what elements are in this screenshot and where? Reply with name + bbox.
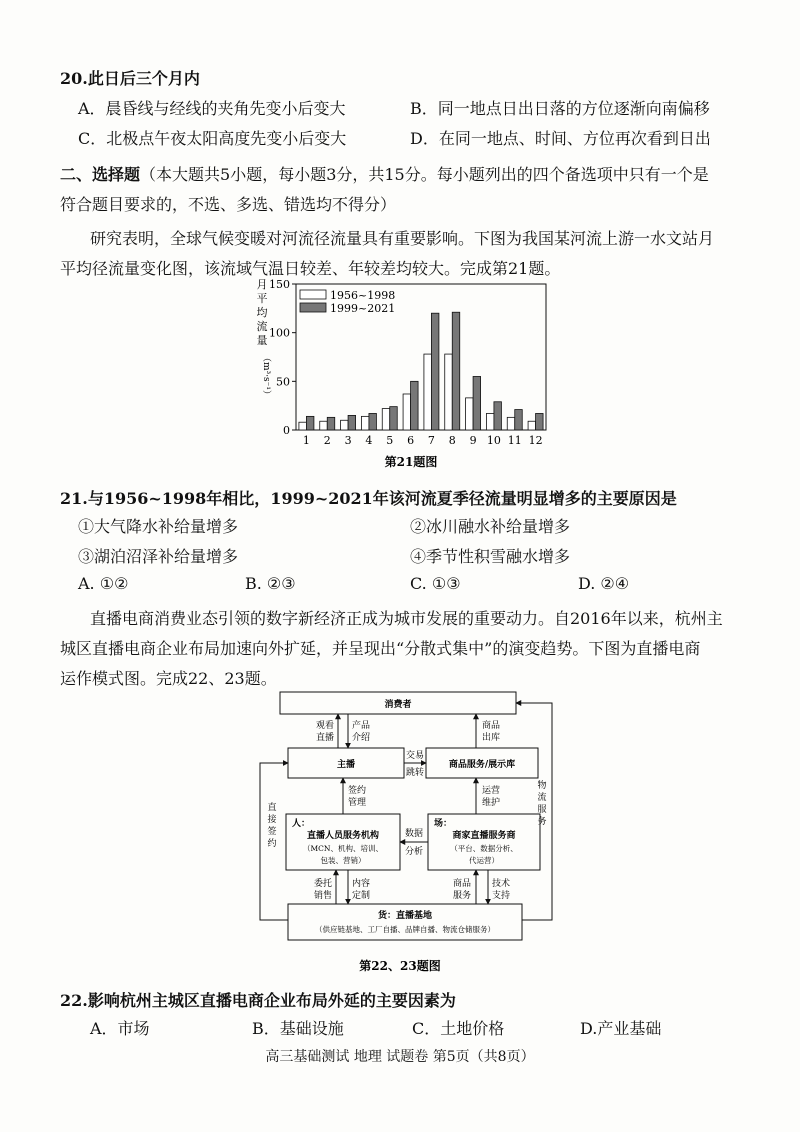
bar-series2-month-10 — [494, 402, 502, 430]
q20-option-b: B．同一地点日出日落的方位逐渐向南偏移 — [410, 99, 710, 118]
q20-stem: 20.此日后三个月内 — [60, 69, 200, 88]
q21-item-1: ①大气降水补给量增多 — [78, 517, 239, 536]
x-tick-label: 4 — [365, 434, 373, 447]
label-logistics-2: 流 — [537, 793, 547, 803]
bar-series2-month-1 — [306, 416, 314, 430]
bar-series2-month-2 — [327, 417, 335, 430]
bar-series1-month-3 — [341, 420, 349, 430]
label-custom-1: 内容 — [352, 879, 371, 889]
y-axis-label-char: 月 — [256, 278, 268, 291]
label-sign-2: 管理 — [348, 798, 367, 808]
chart-caption: 第21题图 — [384, 455, 438, 469]
intro22-line3: 运作模式图。完成22、23题。 — [60, 669, 277, 688]
bar-series2-month-4 — [369, 413, 377, 430]
label-tech-1: 技术 — [492, 879, 511, 889]
livestream-ecommerce-diagram — [250, 690, 560, 980]
intro22-line2: 城区直播电商企业布局加速向外扩延，并呈现出“分散式集中”的演变趋势。下图为直播电商 — [60, 639, 701, 658]
section2-note-2: 符合题目要求的，不选、多选、错选均不得分） — [60, 195, 397, 214]
q22-option-d: D.产业基础 — [580, 1019, 662, 1038]
q21-item-3: ③湖泊沼泽补给量增多 — [78, 547, 239, 566]
bar-series2-month-7 — [431, 313, 439, 430]
q21-option-d: D. ②④ — [578, 574, 630, 593]
q21-item-4: ④季节性积雪融水增多 — [410, 547, 571, 566]
people-detail-1: （MCN、机构、培训、 — [303, 844, 383, 853]
label-consign-2: 销售 — [313, 891, 332, 901]
goods-name: 货：直播基地 — [377, 911, 433, 921]
label-watch-1: 观看 — [315, 721, 334, 731]
label-product-2: 介绍 — [352, 733, 371, 743]
y-axis-label-char: 均 — [256, 306, 268, 319]
section2-heading — [60, 162, 709, 185]
label-direct-4: 约 — [267, 839, 277, 849]
venue-name: 商家直播服务商 — [452, 831, 516, 841]
label-logistics-1: 物 — [537, 781, 547, 791]
goods-box — [288, 904, 522, 940]
label-direct-2: 接 — [267, 815, 277, 825]
bar-series1-month-8 — [445, 354, 453, 430]
goods-detail: （供应链基地、工厂自播、品牌自播、物流仓储服务） — [315, 925, 495, 934]
q21-option-a: A. ①② — [78, 574, 129, 593]
x-tick-label: 5 — [386, 434, 394, 447]
label-trade-2: 跳转 — [405, 768, 425, 778]
bar-series1-month-5 — [382, 409, 390, 430]
bar-series2-month-3 — [348, 415, 356, 430]
bar-series2-month-11 — [515, 410, 523, 430]
intro21-line1: 研究表明，全球气候变暖对河流径流量具有重要影响。下图为我国某河流上游一水文站月 — [90, 229, 715, 248]
label-goods-service-2: 服务 — [452, 891, 471, 901]
runoff-bar-chart — [250, 276, 560, 472]
x-tick-label: 8 — [448, 434, 456, 447]
section2-title: 二、选择题 — [60, 165, 141, 184]
bar-series2-month-6 — [411, 381, 419, 430]
label-watch-2: 直播 — [315, 733, 334, 743]
x-tick-label: 3 — [344, 434, 352, 447]
diagram-caption: 第22、23题图 — [359, 959, 441, 973]
legend-label-2: 1999~2021 — [330, 302, 396, 315]
q21-option-c: C. ①③ — [410, 574, 461, 593]
x-tick-label: 10 — [486, 434, 501, 447]
people-name: 直播人员服务机构 — [306, 831, 380, 841]
label-tech-2: 支持 — [492, 891, 511, 901]
q20-option-a: A．晨昏线与经线的夹角先变小后变大 — [78, 99, 346, 118]
q21-option-b: B. ②③ — [245, 574, 296, 593]
y-axis-unit: （m³·s⁻¹） — [261, 353, 271, 399]
page-footer: 高三基础测试 地理 试题卷 第5页（共8页） — [265, 1049, 535, 1065]
bar-series1-month-2 — [320, 421, 328, 430]
y-tick-label: 150 — [269, 278, 290, 291]
bar-series1-month-9 — [466, 398, 474, 430]
x-tick-label: 7 — [427, 434, 435, 447]
people-title: 人： — [292, 819, 311, 829]
q21-item-2: ②冰川融水补给量增多 — [410, 517, 571, 536]
showroom-label: 商品服务/展示库 — [448, 760, 516, 770]
bar-series2-month-8 — [452, 312, 460, 430]
label-sign-1: 签约 — [348, 786, 367, 796]
label-data-2: 分析 — [404, 847, 424, 857]
label-goods-service-1: 商品 — [452, 879, 471, 889]
intro22-line1: 直播电商消费业态引领的数字新经济正成为城市发展的重要动力。自2016年以来，杭州主 — [90, 609, 723, 628]
legend-label-1: 1956~1998 — [330, 289, 396, 302]
label-operate-2: 维护 — [482, 798, 501, 808]
bar-series2-month-12 — [536, 413, 544, 430]
bar-series2-month-9 — [473, 376, 481, 430]
q22-option-a: A．市场 — [90, 1019, 150, 1038]
q22-stem: 22.影响杭州主城区直播电商企业布局外延的主要因素为 — [60, 991, 456, 1010]
q22-option-b: B．基础设施 — [252, 1019, 344, 1038]
label-logistics-3: 服 — [537, 805, 547, 815]
venue-title: 场： — [434, 819, 453, 829]
q20-option-d: D．在同一地点、时间、方位再次看到日出 — [410, 129, 711, 148]
bar-series1-month-7 — [424, 354, 432, 430]
label-outbound-1: 商品 — [482, 721, 501, 731]
bar-series1-month-6 — [403, 394, 411, 430]
y-axis-label-char: 流 — [256, 320, 268, 333]
intro21-line2: 平均径流量变化图，该流域气温日较差、年较差均较大。完成第21题。 — [60, 259, 561, 278]
y-axis-label-char: 平 — [256, 292, 268, 305]
label-direct-3: 签 — [267, 827, 277, 837]
bar-series1-month-12 — [528, 421, 536, 430]
x-tick-label: 11 — [507, 434, 522, 447]
y-tick-label: 100 — [269, 326, 290, 340]
label-consign-1: 委托 — [313, 879, 332, 889]
anchor-label: 主播 — [336, 760, 356, 770]
x-tick-label: 12 — [528, 434, 543, 447]
x-tick-label: 6 — [407, 434, 415, 447]
label-operate-1: 运营 — [482, 786, 501, 796]
bar-series1-month-1 — [299, 422, 307, 430]
label-product-1: 产品 — [352, 721, 371, 731]
section2-note-1: （本大题共5小题，每小题3分，共15分。每小题列出的四个备选项中只有一个是 — [140, 165, 709, 184]
label-logistics-4: 务 — [537, 817, 547, 827]
label-outbound-2: 出库 — [482, 733, 501, 743]
y-axis-label-char: 量 — [256, 334, 268, 347]
x-tick-label: 2 — [323, 434, 331, 447]
x-tick-label: 1 — [302, 434, 310, 447]
y-tick-label: 0 — [283, 424, 290, 437]
label-custom-2: 定制 — [352, 891, 371, 901]
label-direct-1: 直 — [267, 803, 277, 813]
legend-swatch-1 — [300, 290, 326, 299]
q21-stem: 21.与1956~1998年相比，1999~2021年该河流夏季径流量明显增多的主要原因是 — [60, 489, 677, 508]
label-trade-1: 交易 — [405, 751, 425, 761]
legend-swatch-2 — [300, 303, 326, 312]
bar-series1-month-11 — [507, 417, 515, 430]
q22-option-c: C．土地价格 — [412, 1019, 505, 1038]
bar-series1-month-10 — [486, 413, 494, 430]
venue-detail-2: 代运营） — [469, 856, 499, 865]
q20-option-c: C．北极点午夜太阳高度先变小后变大 — [78, 129, 347, 148]
people-detail-2: 包装、营销） — [320, 856, 366, 865]
x-tick-label: 9 — [469, 434, 477, 447]
label-data-1: 数据 — [404, 829, 424, 839]
venue-detail-1: （平台、数据分析、 — [450, 844, 518, 853]
y-tick-label: 50 — [276, 375, 290, 389]
consumer-label: 消费者 — [384, 700, 412, 710]
bar-series2-month-5 — [390, 407, 398, 430]
bar-series1-month-4 — [361, 416, 369, 430]
